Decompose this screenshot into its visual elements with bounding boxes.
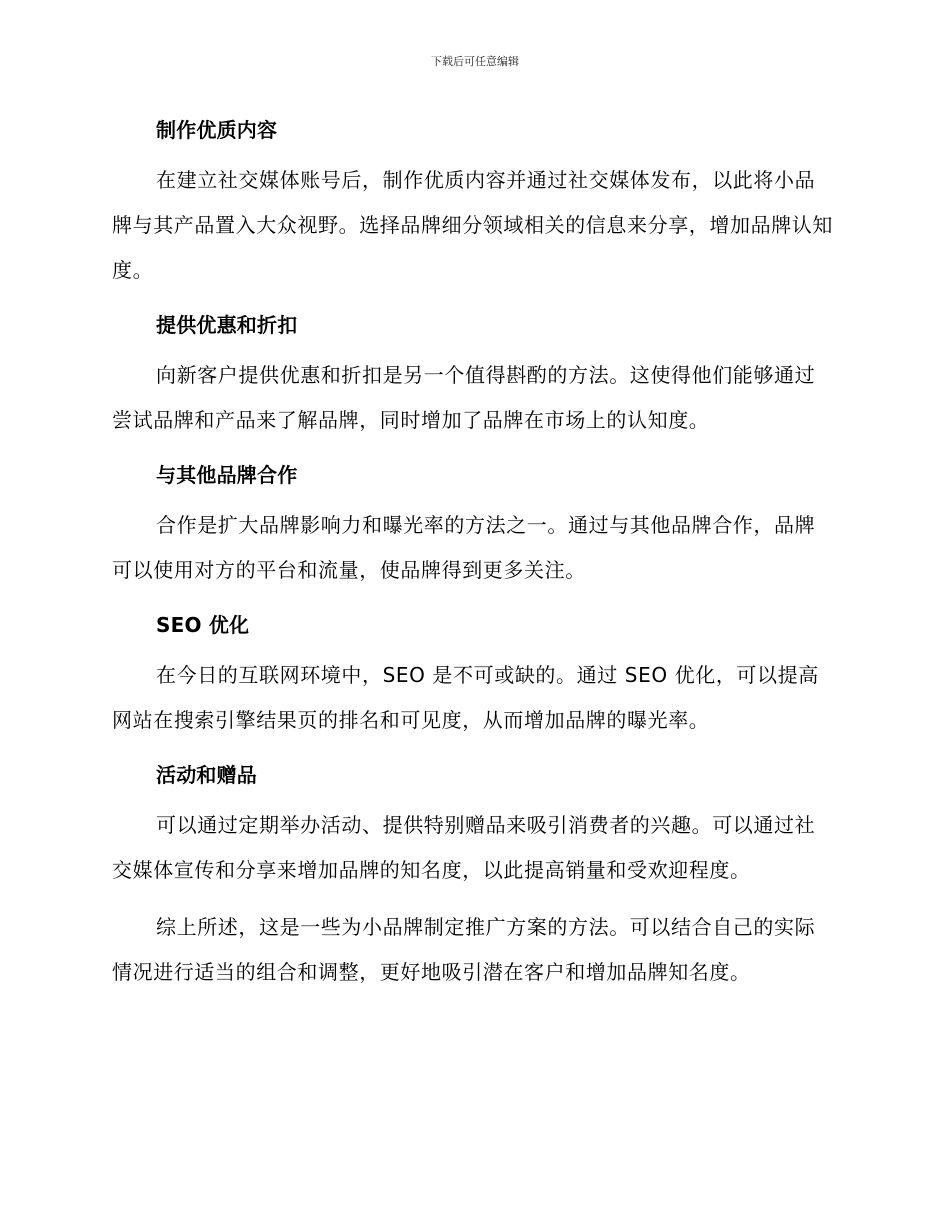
section-paragraph-brand-cooperation: 合作是扩大品牌影响力和曝光率的方法之一。通过与其他品牌合作，品牌可以使用对方的平台和流量，使品牌得到更多关注。 bbox=[112, 513, 816, 582]
section-paragraph-seo: 在今日的互联网环境中，SEO 是不可或缺的。通过 SEO 优化，可以提高网站在搜索引擎结果页的排名和可见度，从而增加品牌的曝光率。 bbox=[112, 663, 819, 732]
section-paragraph-events-gifts: 可以通过定期举办活动、提供特别赠品来吸引消费者的兴趣。可以通过社交媒体宣传和分享来增加品牌的知名度，以此提高销量和受欢迎程度。 bbox=[112, 813, 816, 882]
section-heading-events-gifts: 活动和赠品 bbox=[156, 763, 257, 787]
section-heading-discounts: 提供优惠和折扣 bbox=[156, 313, 298, 337]
section-heading-brand-cooperation: 与其他品牌合作 bbox=[156, 463, 298, 487]
section-heading-seo: SEO 优化 bbox=[156, 613, 250, 637]
section-paragraph-quality-content: 在建立社交媒体账号后，制作优质内容并通过社交媒体发布，以此将小品牌与其产品置入大众视野。选择品牌细分领域相关的信息来分享，增加品牌认知度。 bbox=[112, 168, 833, 282]
page-header: 下载后可任意编辑 bbox=[431, 55, 519, 68]
document-body bbox=[112, 110, 834, 1007]
section-paragraph-discounts: 向新客户提供优惠和折扣是另一个值得斟酌的方法。这使得他们能够通过尝试品牌和产品来了解品牌，同时增加了品牌在市场上的认知度。 bbox=[112, 363, 816, 432]
section-heading-quality-content: 制作优质内容 bbox=[156, 118, 278, 142]
conclusion-paragraph: 综上所述，这是一些为小品牌制定推广方案的方法。可以结合自己的实际情况进行适当的组合和调整，更好地吸引潜在客户和增加品牌知名度。 bbox=[112, 915, 816, 984]
